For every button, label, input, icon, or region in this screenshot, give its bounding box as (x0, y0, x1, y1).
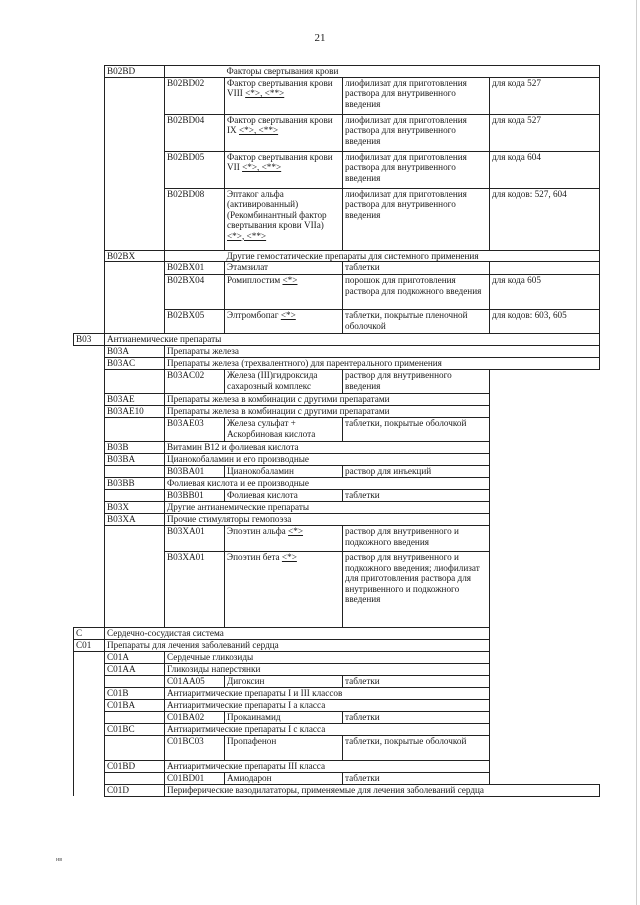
code-cell: B02BD02 (165, 77, 225, 114)
name-cell: Периферические вазодилататоры, применяемые для лечения заболеваний сердца (165, 784, 600, 796)
page-number: 21 (314, 32, 326, 44)
note-ref: <*> (288, 526, 304, 536)
footer-mark: нв (56, 857, 63, 863)
code-cell: C01BD01 (165, 772, 225, 784)
table-row (74, 66, 600, 78)
name-cell: Этамзилат (225, 262, 343, 275)
form-cell: раствор для внутривенного введения (343, 370, 490, 394)
table-row (74, 760, 600, 772)
table-row (74, 639, 600, 651)
note-cell: для кода 605 (490, 275, 600, 310)
name-cell: Амиодарон (225, 772, 343, 784)
note-ref: <*>, <**> (245, 88, 285, 98)
name-cell: Препараты железа (трехвалентного) для парентерального применения (165, 358, 600, 370)
table-row (74, 418, 600, 442)
table-row (74, 275, 600, 310)
code-cell: B02BD05 (165, 151, 225, 188)
name-cell: Витамин B12 и фолиевая кислота (165, 442, 490, 454)
table-row (74, 784, 600, 796)
code-cell: C01D (105, 784, 165, 796)
note-cell: для кода 527 (490, 77, 600, 114)
name-cell: Антианемические препараты (105, 334, 600, 346)
code-cell: B03X (105, 502, 165, 514)
code-cell: C01 (74, 639, 105, 651)
note-cell: для кодов: 527, 604 (490, 188, 600, 250)
table-row (74, 552, 600, 628)
form-cell: таблетки, покрытые оболочкой (343, 735, 490, 760)
form-cell: раствор для внутривенного и подкожного введения (343, 526, 490, 552)
form-cell: лиофилизат для приготовления раствора для внутривенного введения (343, 151, 490, 188)
code-cell: B03XA01 (165, 526, 225, 552)
note-ref: <*>, <**> (227, 230, 267, 241)
form-cell: раствор для инъекций (343, 466, 490, 478)
name-cell: Эптаког альфа (активированный) (Рекомбинантный фактор свертывания крови VIIa) <*>, <**> (225, 188, 343, 250)
name-cell: Сердечные гликозиды (165, 651, 490, 663)
name-cell: Антиаритмические препараты I с класса (165, 723, 490, 735)
name-cell: Препараты железа (165, 346, 600, 358)
form-cell: порошок для приготовления раствора для подкожного введения (343, 275, 490, 310)
name-cell: Препараты железа в комбинации с другими препаратами (165, 406, 490, 418)
table-row (74, 188, 600, 250)
code-cell: B03AE10 (105, 406, 165, 418)
name-cell: Антиаритмические препараты III класса (165, 760, 490, 772)
code-cell: C01AA05 (165, 675, 225, 687)
code-cell: B03BA (105, 454, 165, 466)
name-cell: Фактор свертывания крови VII <*>, <**> (225, 151, 343, 188)
name-cell: Железа (III)гидроксида сахарозный комплекс (225, 370, 343, 394)
note-cell: для кодов: 603, 605 (490, 310, 600, 334)
table-row (74, 334, 600, 346)
form-cell: лиофилизат для приготовления раствора для внутривенного введения (343, 77, 490, 114)
code-cell: B02BD04 (165, 114, 225, 151)
note-cell: для кода 527 (490, 114, 600, 151)
note-ref: <*>, <**> (242, 162, 282, 172)
name-cell: Фактор свертывания крови IX <*>, <**> (225, 114, 343, 151)
table-row (74, 478, 600, 490)
table-row (74, 723, 600, 735)
name-cell: Ромиплостим <*> (225, 275, 343, 310)
code-cell: B03AE03 (165, 418, 225, 442)
note-ref: <*> (280, 310, 296, 320)
form-cell: раствор для внутривенного и подкожного введения; лиофилизат для приготовления раствора для внутривенного и подкожного введения (343, 552, 490, 628)
code-cell: C (74, 628, 105, 640)
table-row (74, 262, 600, 275)
name-cell: Железа сульфат + Аскорбиновая кислота (225, 418, 343, 442)
name-cell: Прочие стимуляторы гемопоэза (165, 514, 490, 526)
code-cell: C01A (105, 651, 165, 663)
name-cell: Фактор свертывания крови VIII <*>, <**> (225, 77, 343, 114)
code-cell: C01BA (105, 699, 165, 711)
form-cell: таблетки (343, 711, 490, 723)
code-cell: C01AA (105, 663, 165, 675)
code-cell: B02BD08 (165, 188, 225, 250)
note-cell (490, 262, 600, 275)
table-row (74, 628, 600, 640)
code-cell: B03AE (105, 394, 165, 406)
form-cell: лиофилизат для приготовления раствора для внутривенного введения (343, 114, 490, 151)
table-row (74, 151, 600, 188)
table-row (74, 370, 600, 394)
name-cell: Эпоэтин альфа <*> (225, 526, 343, 552)
table-row (74, 772, 600, 784)
table-row (74, 699, 600, 711)
table-row (74, 394, 600, 406)
name-cell: Препараты железа в комбинации с другими препаратами (165, 394, 490, 406)
table-row (74, 514, 600, 526)
code-cell: B03BA01 (165, 466, 225, 478)
code-cell: B02BX05 (165, 310, 225, 334)
form-cell: таблетки, покрытые оболочкой (343, 418, 490, 442)
name-cell: Пропафенон (225, 735, 343, 760)
table-row (74, 454, 600, 466)
form-cell: таблетки (343, 490, 490, 502)
note-ref: <*> (282, 275, 298, 285)
code-cell: B03XA01 (165, 552, 225, 628)
name-cell: Сердечно-сосудистая система (105, 628, 490, 640)
page-edge (636, 0, 637, 905)
table-row (74, 526, 600, 552)
code-cell: B03B (105, 442, 165, 454)
name-cell: Другие антианемические препараты (165, 502, 490, 514)
code-cell: B03BB01 (165, 490, 225, 502)
table-row (74, 687, 600, 699)
code-cell: B03XA (105, 514, 165, 526)
code-cell: B03BB (105, 478, 165, 490)
table-row (74, 250, 600, 262)
code-cell: B03AC (105, 358, 165, 370)
code-cell: B02BD (105, 66, 165, 78)
code-cell: B02BX (105, 250, 165, 262)
form-cell: таблетки (343, 262, 490, 275)
code-cell: B02BX01 (165, 262, 225, 275)
name-cell: Дигоксин (225, 675, 343, 687)
code-cell: C01BA02 (165, 711, 225, 723)
table-row (74, 77, 600, 114)
note-cell: для кода 604 (490, 151, 600, 188)
name-cell: Фолиевая кислота и ее производные (165, 478, 490, 490)
code-cell: C01BC (105, 723, 165, 735)
name-cell: Антиаритмические препараты I и III классов (165, 687, 490, 699)
table-row (74, 711, 600, 723)
name-cell: Антиаритмические препараты I а класса (165, 699, 490, 711)
table-row (74, 346, 600, 358)
form-cell: таблетки (343, 772, 490, 784)
name-cell: Эпоэтин бета <*> (225, 552, 343, 628)
table-row (74, 466, 600, 478)
table-row (74, 663, 600, 675)
table-row (74, 310, 600, 334)
name-cell: Препараты для лечения заболеваний сердца (105, 639, 490, 651)
table-row (74, 114, 600, 151)
drug-classification-table (73, 65, 600, 797)
table-row (74, 406, 600, 418)
name-cell: Другие гемостатические препараты для системного применения (225, 250, 600, 262)
form-cell: таблетки, покрытые пленочной оболочкой (343, 310, 490, 334)
note-ref: <*> (281, 552, 297, 562)
table-row (74, 651, 600, 663)
name-cell: Элтромбопаг <*> (225, 310, 343, 334)
code-cell: C01B (105, 687, 165, 699)
table-row (74, 490, 600, 502)
name-cell: Прокаинамид (225, 711, 343, 723)
code-cell: B03 (74, 334, 105, 346)
code-cell: B02BX04 (165, 275, 225, 310)
note-ref: <*>, <**> (239, 125, 279, 135)
name-cell: Гликозиды наперстянки (165, 663, 490, 675)
table-row (74, 358, 600, 370)
code-cell: B03AC02 (165, 370, 225, 394)
form-cell: лиофилизат для приготовления раствора для внутривенного введения (343, 188, 490, 250)
table-row (74, 675, 600, 687)
table-row (74, 502, 600, 514)
name-cell: Цианокобаламин (225, 466, 343, 478)
name-cell: Факторы свертывания крови (225, 66, 600, 78)
table-row (74, 735, 600, 760)
name-cell: Цианокобаламин и его производные (165, 454, 490, 466)
code-cell: C01BD (105, 760, 165, 772)
code-cell: B03A (105, 346, 165, 358)
code-cell: C01BC03 (165, 735, 225, 760)
form-cell: таблетки (343, 675, 490, 687)
table-row (74, 442, 600, 454)
name-cell: Фолиевая кислота (225, 490, 343, 502)
